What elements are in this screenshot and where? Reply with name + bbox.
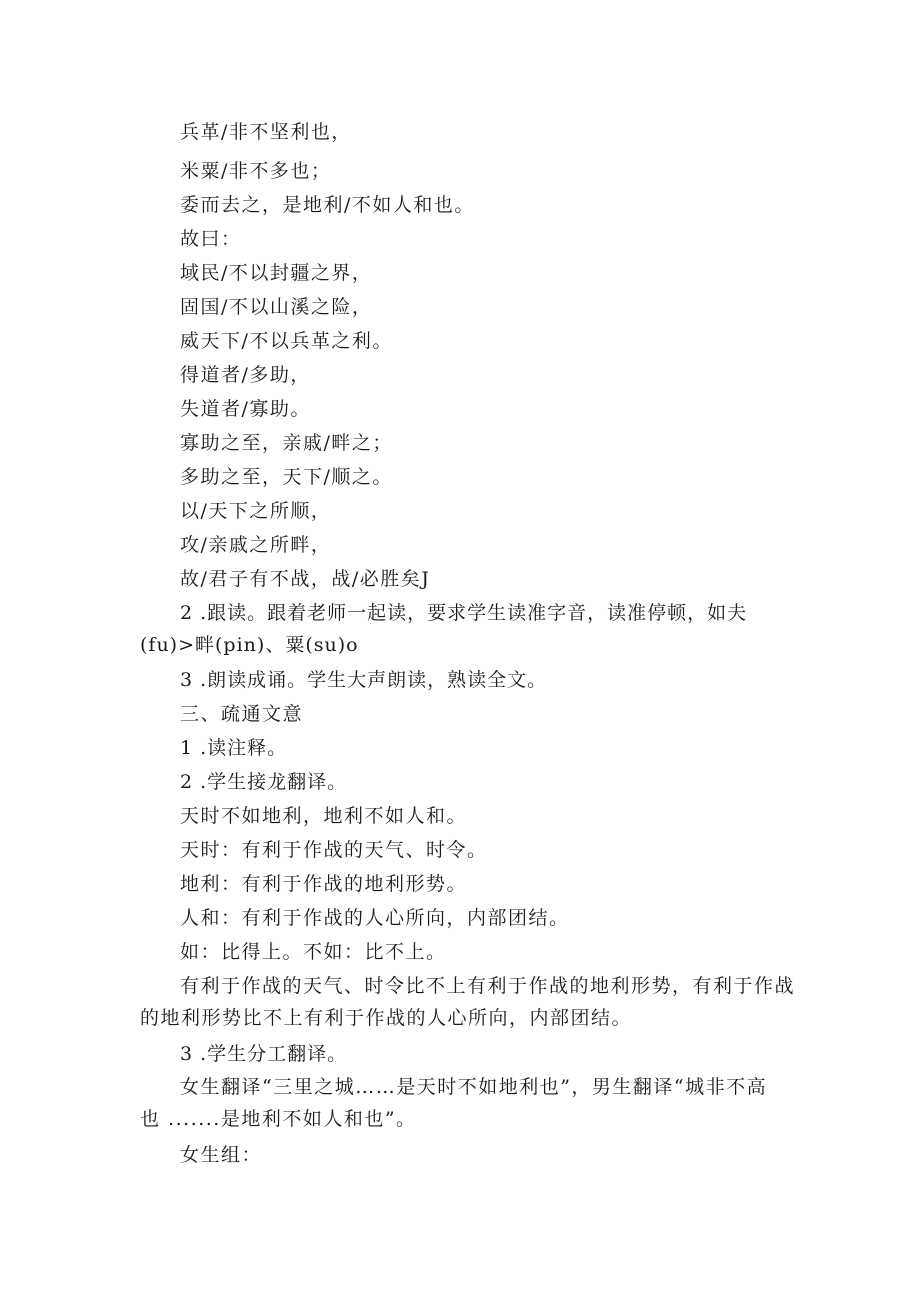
text-line: 女生翻译“三里之城……是天时不如地利也”，男生翻译“城非不高: [180, 1076, 768, 1098]
text-line: 兵革/非不坚利也，: [180, 121, 352, 143]
text-line: 天时：有利于作战的天气、时令。: [180, 839, 488, 861]
text-line: 故曰：: [180, 228, 242, 250]
text-line: 失道者/寡助。: [180, 398, 311, 420]
text-line: 固国/不以山溪之险，: [180, 296, 373, 318]
text-line: 2 .跟读。跟着老师一起读，要求学生读准字音，读准停顿，如夫: [180, 602, 748, 624]
text-line: 攻/亲戚之所畔，: [180, 534, 332, 556]
text-line: 3 .学生分工翻译。: [180, 1043, 348, 1065]
text-line: 的地利形势比不上有利于作战的人心所向，内部团结。: [140, 1007, 633, 1029]
section-heading: 三、疏通文意: [180, 703, 304, 725]
text-line: 寡助之至，亲戚/畔之；: [180, 432, 393, 454]
text-line: 有利于作战的天气、时令比不上有利于作战的地利形势，有利于作战: [180, 975, 796, 997]
text-line: 故/君子有不战，战/必胜矣J: [180, 568, 431, 590]
text-line: 女生组：: [180, 1144, 263, 1166]
text-line: 以/天下之所顺，: [180, 500, 332, 522]
text-line: 天时不如地利，地利不如人和。: [180, 805, 468, 827]
text-line: 也 .......是地利不如人和也”。: [140, 1108, 417, 1130]
text-line: 1 .读注释。: [180, 737, 288, 759]
text-line: 委而去之，是地利/不如人和也。: [180, 194, 475, 216]
text-line: 人和：有利于作战的人心所向，内部团结。: [180, 907, 570, 929]
text-line: 3 .朗读成诵。学生大声朗读，熟读全文。: [180, 669, 548, 691]
text-line: 米粟/非不多也；: [180, 160, 332, 182]
text-line: 得道者/多助，: [180, 364, 311, 386]
text-line: 域民/不以封疆之界，: [180, 262, 373, 284]
text-line: (fu)>畔(pin)、粟(su)o: [140, 634, 359, 656]
text-line: 如：比得上。不如：比不上。: [180, 941, 447, 963]
text-line: 地利：有利于作战的地利形势。: [180, 873, 468, 895]
text-line: 威天下/不以兵革之利。: [180, 330, 393, 352]
text-line: 2 .学生接龙翻译。: [180, 771, 348, 793]
text-line: 多助之至，天下/顺之。: [180, 466, 393, 488]
